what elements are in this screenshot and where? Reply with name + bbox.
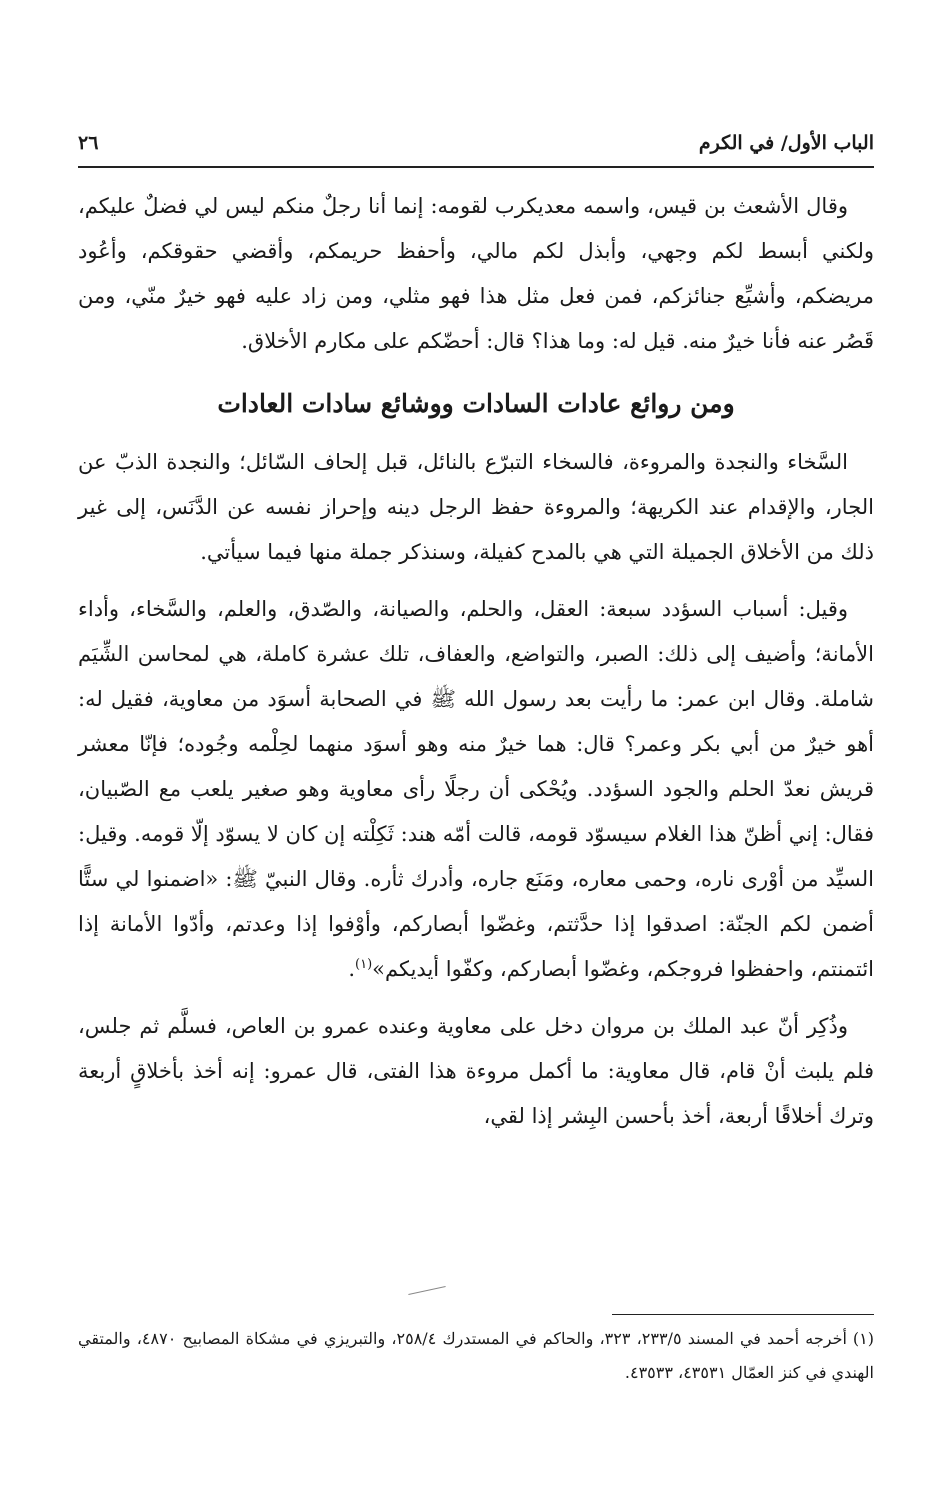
footnote-item [78,1322,874,1390]
paragraph-abd-al-malik: وذُكِر أنّ عبد الملك بن مروان دخل على معاوية وعنده عمرو بن العاص، فسلَّم ثم جلس، فلم يلبث أنْ قام، قال معاوية: ما أكمل مروءة هذا الفتى، قال عمرو: إنه أخذ بأخلاقٍ أربعة وترك أخلاقًا أربعة، أخذ بأحسن البِشر إذا لقي، [78,1014,874,1128]
footnotes [78,1322,874,1390]
paragraph-generosity: السَّخاء والنجدة والمروءة، فالسخاء التبرّع بالنائل، قبل إلحاف السّائل؛ والنجدة الذبّ عن الجار، والإقدام عند الكريهة؛ والمروءة حفظ الرجل دينه وإحراز نفسه عن الدَّنَس، إلى غير ذلك من الأخلاق الجميلة التي هي بالمدح كفيلة، وسنذكر جملة منها فيما سيأتي. [78,450,874,564]
footnote-number: (١) [852,1329,875,1348]
stray-pencil-mark [408,1286,445,1295]
footnote-reference: (١) [355,957,373,972]
chapter-title: الباب الأول/ في الكرم [698,132,874,154]
footnote-separator [612,1314,874,1315]
paragraph-end-mark: . [348,957,356,981]
paragraph-causes-text: وقيل: أسباب السؤدد سبعة: العقل، والحلم، والصيانة، والصّدق، والعلم، والسَّخاء، وأداء الأمانة؛ وأضيف إلى ذلك: الصبر، والتواضع، والعفاف، تلك عشرة كاملة، هي لمحاسن الشِّيَم شاملة. وقال ابن عمر: ما رأيت بعد رسول الله ﷺ في الصحابة أسوَد من معاوية، فقيل له: أهو خيرٌ من أبي بكر وعمر؟ قال: هما خيرٌ منه وهو أسوَد منهما لحِلْمه وجُوده؛ فإنّا معشر قريش نعدّ الحلم والجود السؤدد. ويُحْكى أن رجلًا رأى معاوية وهو صغير يلعب مع الصّبيان، فقال: إني أظنّ هذا الغلام سيسوّد قومه، قالت أمّه هند: ثَكِلْته إن كان لا يسوّد إلّا قومه. وقيل: السيِّد من أوْرى ناره، وحمى معاره، ومَنَع جاره، وأدرك ثأره. وقال النبيّ ﷺ: «اضمنوا لي ستًّا أضمن لكم الجنّة: اصدقوا إذا حدَّثتم، وغضّوا أبصاركم، وأوْفوا إذا وعدتم، وأدّوا الأمانة إذا ائتمنتم، واحفظوا فروجكم، وغضّوا أبصاركم، وكفّوا أيديكم» [78,597,874,981]
page-number: ٢٦ [78,132,99,154]
book-page [78,0,874,1485]
body-text [78,184,874,1139]
running-head [78,128,874,158]
paragraph-causes-of-leadership [78,587,874,992]
section-heading: ومن روائع عادات السادات ووشائع سادات العادات [217,389,735,418]
footnote-text: أخرجه أحمد في المسند ٢٣٣/٥، ٣٢٣، والحاكم في المستدرك ٢٥٨/٤، والتبريزي في مشكاة المصابيح ٤٨٧٠، والمتقي الهندي في كنز العمّال ٤٣٥٣١، ٤٣٥٣٣. [78,1329,874,1382]
header-rule [78,166,874,168]
paragraph-al-ashath: وقال الأشعث بن قيس، واسمه معديكرب لقومه: إنما أنا رجلٌ منكم ليس لي فضلٌ عليكم، ولكني أبسط لكم وجهي، وأبذل لكم مالي، وأحفظ حريمكم، وأقضي حقوقكم، وأعُود مريضكم، وأشيِّع جنائزكم، فمن فعل مثل هذا فهو مثلي، ومن زاد عليه فهو خيرٌ منّي، ومن قَصُر عنه فأنا خيرٌ منه. قيل له: وما هذا؟ قال: أحضّكم على مكارم الأخلاق. [78,194,874,353]
